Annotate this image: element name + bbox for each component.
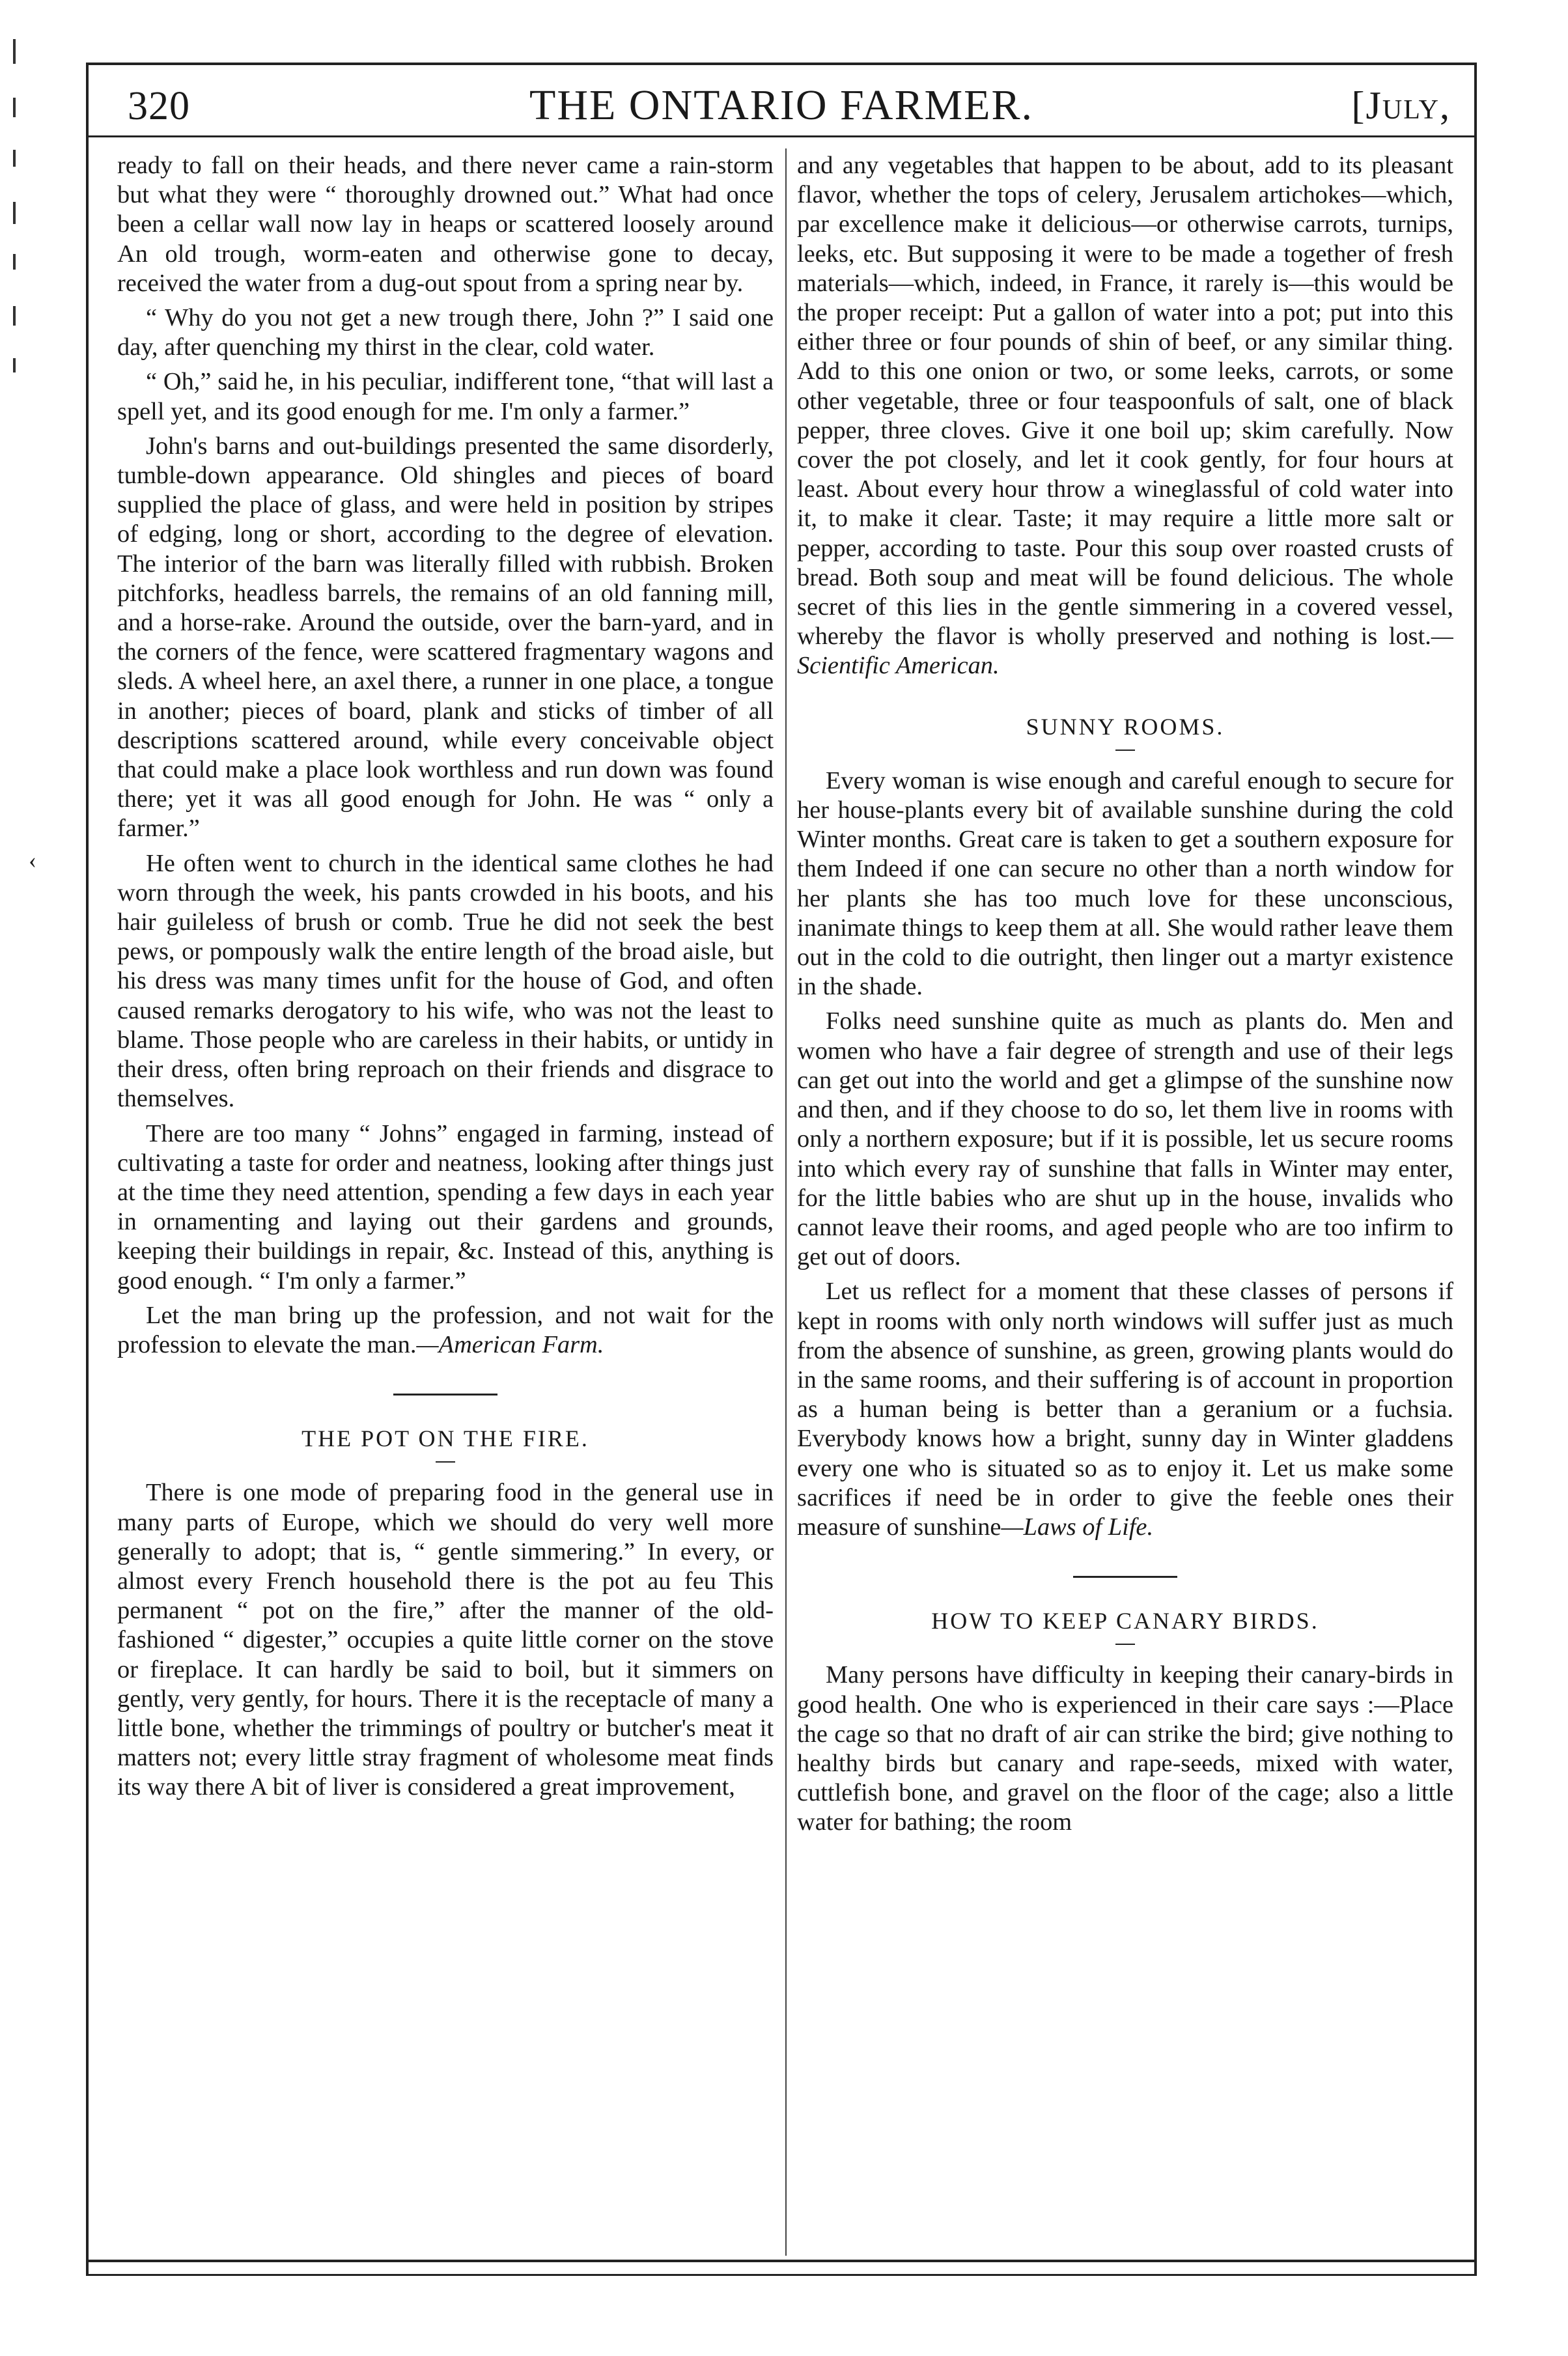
paragraph: There are too many “ Johns” engaged in farming, instead of cultivating a taste for order and neatness, looking after things just at the time they need attention, spending a few days in each year in ornamenting and laying out their gardens and grounds, keeping their buildings in repair, &c. Instead of this, anything is good enough. “ I'm only a farmer.” [117, 1119, 774, 1295]
heading-dash [436, 1461, 455, 1463]
section-rule [393, 1394, 497, 1395]
paragraph: “ Why do you not get a new trough there, John ?” I said one day, after quenching my thirst in the clear, cold water. [117, 304, 774, 361]
running-header [104, 77, 1459, 135]
paragraph: Folks need sunshine quite as much as plants do. Men and women who have a fair degree of strength and use of their legs can get out into the world and get a glimpse of the sunshine now and then, and if they choose to do so, let them live in rooms with only a northern exposure; but if it is possible, let us secure rooms into which every ray of sunshine that falls in Winter may enter, for the little babies who are shut up in the house, invalids who cannot leave their rooms, and aged people who are too infirm to get out of doors. [797, 1007, 1453, 1271]
margin-mark: ‹ [29, 847, 36, 873]
closing-paragraph [797, 1277, 1453, 1542]
journal-title: THE ONTARIO FARMER. [529, 81, 1033, 129]
paragraph: John's barns and out-buildings presented the same disorderly, tumble-down appearance. Old shingles and pieces of board supplied the place of glass, and were held in position by stripes of edging, long or short, according to the degree of elevation. The interior of the barn was literally filled with rubbish. Broken pitchforks, headless barrels, the remains of an old fanning mill, and a horse-rake. Around the outside, over the barn-yard, and in the corners of the fence, were scattered fragmentary wagons and sleds. A wheel here, an axel there, a runner in one place, a tongue in another; pieces of board, plank and sticks of timber of all descriptions scattered around, while every conceivable object that could make a place look worthless and run down was found there; yet it was all good enough for John. He was “ only a farmer.” [117, 432, 774, 843]
continued-paragraph [797, 151, 1453, 681]
article-heading-canary-birds: HOW TO KEEP CANARY BIRDS. [931, 1608, 1319, 1634]
left-column [117, 151, 774, 2248]
heading-dash [1115, 750, 1135, 751]
paragraph: There is one mode of preparing food in the general use in many parts of Europe, which we should do very well more generally to adopt; that is, “ gentle simmering.” In every, or almost every French household there is the pot au feu This permanent “ pot on the fire,” after the manner of the old-fashioned “ digester,” occupies a quite little corner on the stove or fireplace. It can hardly be said to boil, but it simmers on gently, very gently, for hours. There it is the receptacle of many a little bone, whether the trimmings of poultry or butcher's meat it matters not; every little stray fragment of wholesome meat finds its way there A bit of liver is considered a great improvement, [117, 1479, 774, 1801]
closing-paragraph [117, 1301, 774, 1360]
top-rule [86, 63, 1477, 65]
issue-month: [July, [1351, 84, 1451, 127]
right-column [797, 151, 1453, 2248]
article-heading-pot-on-the-fire: THE POT ON THE FIRE. [301, 1425, 589, 1452]
continued-text: and any vegetables that happen to be about, add to its pleasant flavor, whether the tops of celery, Jerusalem artichokes—which, par excellence make it delicious—or otherwise carrots, turnips, leeks, etc. But supposing it were to be made a together of fresh materials—which, indeed, in France, it rarely is—this would be the proper receipt: Put a gallon of water into a pot; put into this either three or four pounds of shin of beef, or any similar thing. Add to this one onion or two, or some leeks, carrots, or some other vegetable, three or four teaspoonfuls of salt, one of black pepper, three cloves. Give it one boil up; skim carefully. Now cover the pot closely, and let it cook gently, for four hours at least. About every hour throw a wineglassful of cold water into it, to make it clear. Taste; it may require a little more salt or pepper, according to taste. Pour this soup over roasted crusts of bread. Both soup and meat will be found delicious. The whole secret of this lies in the gentle simmering in a covered vessel, whereby the flavor is wholly preserved and nothing is lost. [797, 152, 1453, 651]
header-rule [86, 135, 1477, 137]
bottom-rule [86, 2274, 1477, 2276]
paragraph: He often went to church in the identical same clothes he had worn through the week, his pants crowded in his boots, and his hair guileless of brush or comb. True he did not seek the best pews, or pompously walk the entire length of the broad aisle, but his dress was many times unfit for the house of God, and often caused remarks derogatory to his wife, who was not the least to blame. Those people who are careless in their habits, or untidy in their dress, often bring reproach on their friends and disgrace to themselves. [117, 849, 774, 1113]
closing-text: Let the man bring up the profession, and not wait for the profession to elevate the man. [117, 1301, 774, 1358]
source-credit: —American Farm. [416, 1330, 604, 1358]
paragraph: ready to fall on their heads, and there never came a rain-storm but what they were “ thoroughly drowned out.” What had once been a cellar wall now lay in heaps or scattered loosely around An old trough, worm-eaten and otherwise gone to decay, received the water from a dug-out spout from a spring near by. [117, 152, 774, 297]
source-credit: —Scientific American. [797, 623, 1453, 680]
column-divider [785, 148, 787, 2256]
article-heading-sunny-rooms: SUNNY ROOMS. [1026, 713, 1225, 740]
paragraph: Every woman is wise enough and careful enough to secure for her house-plants every bit of available sunshine during the cold Winter months. Great care is taken to get a southern exposure for them Indeed if one can secure no other than a north window for her plants she has too much love for these unconscious, inanimate things to keep them at all. She would rather leave them out in the cold to die outright, then linger out a martyr existence in the shade. [797, 766, 1453, 1001]
closing-text: Let us reflect for a moment that these classes of persons if kept in rooms with only north windows will suffer just as much from the absence of sunshine, as green, growing plants would do in the same rooms, and their suffering is of account in proportion as a human being is better than a geranium or a fuchsia. Everybody knows how a bright, sunny day in Winter gladdens every one who is situated so as to enjoy it. Let us make some sacrifices if need be in order to give the feeble ones their measure of sunshine [797, 1278, 1453, 1541]
paragraph: Many persons have difficulty in keeping their canary-birds in good health. One who is experienced in their care says :—Place the cage so that no draft of air can strike the bird; give nothing to healthy birds but canary and rape-seeds, mixed with water, cuttlefish bone, and gravel on the floor of the cage; also a little water for bathing; the room [797, 1661, 1453, 1836]
heading-dash [1115, 1644, 1135, 1645]
section-rule [1073, 1576, 1177, 1578]
page-number: 320 [128, 84, 190, 128]
binding-margin-marks [13, 39, 39, 430]
bottom-rule [86, 2260, 1477, 2262]
paragraph: “ Oh,” said he, in his peculiar, indifferent tone, “that will last a spell yet, and its good enough for me. I'm only a farmer.” [117, 368, 774, 425]
source-credit: —Laws of Life. [1001, 1513, 1154, 1541]
